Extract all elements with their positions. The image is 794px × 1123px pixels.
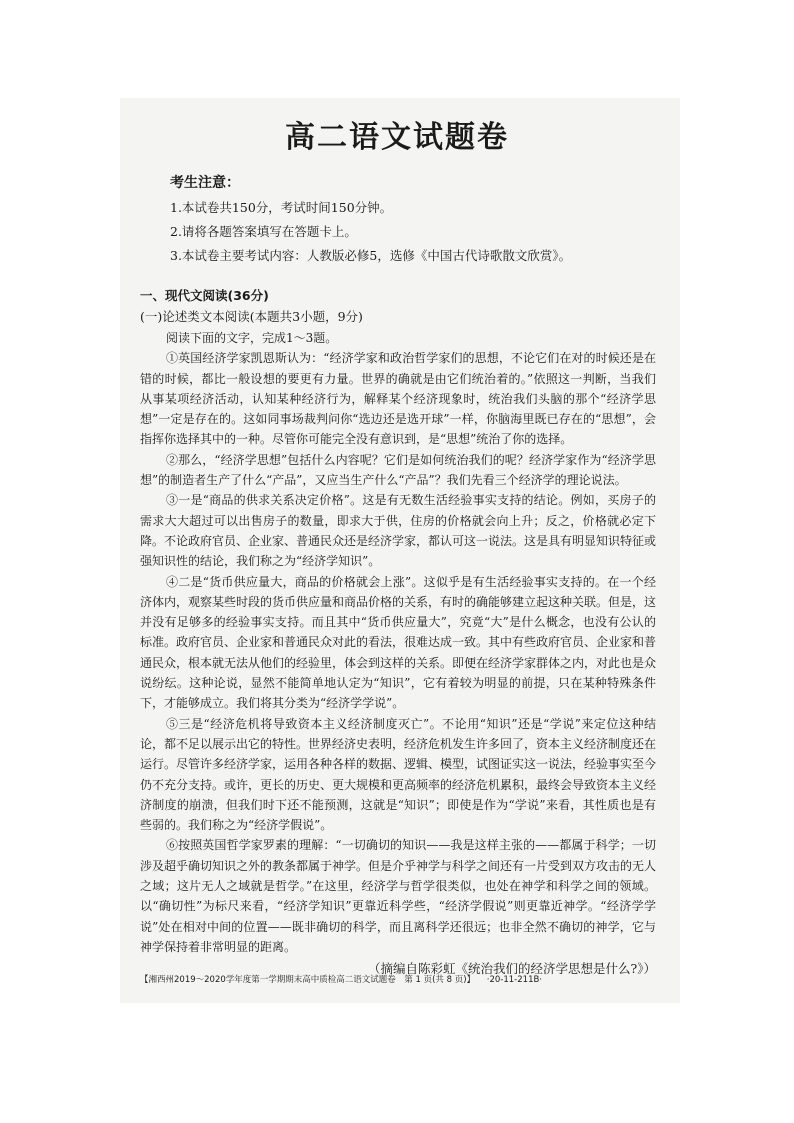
section-heading: 一、现代文阅读(36分) <box>140 288 269 303</box>
section-subheading: (一)论述类文本阅读(本题共3小题，9分) <box>140 309 363 324</box>
footer-code: ·20-11-211B· <box>486 975 543 985</box>
paragraph: ⑥按照英国哲学家罗素的理解：“一切确切的知识——我是这样主张的——都属于科学；一切涉及超乎确切知识之外的教条都属于神学。但是介乎神学与科学之间还有一片受到双方攻击的无人之域；这片无人之域就是哲学。”在这里，经济学与哲学很类似，也处在神学和科学之间的领域。以“确切性”为标尺来看，“经济学知识”更靠近科学些，“经济学假说”则更靠近神学。“经济学学说”处在相对中间的位置——既非确切的科学，而且离科学还很远；也非全然不确切的神学，它与神学保持着非常明显的距离。 <box>140 838 657 954</box>
notice-heading: 考生注意： <box>170 175 240 191</box>
notice-item: 3.本试卷主要考试内容：人教版必修5，选修《中国古代诗歌散文欣赏》。 <box>170 248 572 263</box>
paragraph: ③一是“商品的供求关系决定价格”。这是有无数生活经验事实支持的结论。例如，买房子的需求大大超过可以出售房子的数量，即求大于供，住房的价格就会向上升；反之，价格就必定下降。不论政府官员、企业家、普通民众还是经济学家，都认可这一说法。这是具有明显知识特征或强知识性的结论，我们称之为“经济学知识”。 <box>140 493 657 569</box>
notice-item: 2.请将各题答案填写在答题卡上。 <box>170 224 357 239</box>
paragraph: ④二是“货币供应量大，商品的价格就会上涨”。这似乎是有生活经验事实支持的。在一个经济体内，观察某些时段的货币供应量和商品价格的关系，有时的确能够建立起这种关联。但是，这并没有足够多的经验事实支持。而且其中“货币供应量大”，究竟“大”是什么概念，也没有公认的标准。政府官员、企业家和普通民众对此的看法，很难达成一致。其中有些政府官员、企业家和普通民众，根本就无法从他们的经验里，体会到这样的关系。即便在经济学家群体之内，对此也是众说纷纭。这种论说，显然不能简单地认定为“知识”，它有着较为明显的前提，只在某种特殊条件下，才能够成立。我们将其分类为“经济学学说”。 <box>140 574 657 711</box>
notice-item: 1.本试卷共150分，考试时间150分钟。 <box>170 200 393 215</box>
page-title: 高二语文试题卷 <box>285 120 509 155</box>
instruction-text: 阅读下面的文字，完成1～3题。 <box>166 331 338 345</box>
page-footer <box>140 973 700 985</box>
paragraph: ①英国经济学家凯恩斯认为：“经济学家和政治哲学家们的思想，不论它们在对的时候还是在错的时候，都比一般设想的要更有力量。世界的确就是由它们统治着的。”依照这一判断，当我们从事某项经济活动，认知某种经济行为，解释某个经济现象时，统治我们头脑的那个“经济学思想”一定是存在的。这如同事场裁判问你“选边还是选开球”一样，你脑海里既已存在的“思想”，会指挥你选择其中的一种。尽管你可能完全没有意识到，是“思想”统治了你的选择。 <box>140 351 656 447</box>
footer-text: 【湘西州2019～2020学年度第一学期期末高中质检高二语文试题卷 第 1 页(共 8 页)】 <box>140 975 471 985</box>
paragraph: ⑤三是“经济危机将导致资本主义经济制度灭亡”。不论用“知识”还是“学说”来定位这种结论，都不足以展示出它的特性。世界经济史表明，经济危机发生许多回了，资本主义经济制度还在运行。尽管许多经济学家，运用各种各样的数据、逻辑、模型，试图证实这一说法，经验事实至今仍不充分支持。或许，更长的历史、更大规模和更高频率的经济危机累积，最终会导致资本主义经济制度的崩溃，但我们时下还不能预测，这就是“知识”；即使是作为“学说”来看，其性质也是有些弱的。我们称之为“经济学假说”。 <box>140 716 657 833</box>
paragraph: ②那么，“经济学思想”包括什么内容呢？它们是如何统治我们的呢？经济学家作为“经济学思想”的制造者生产了什么“产品”，又应当生产什么“产品”？我们先看三个经济学的理论说法。 <box>140 452 656 488</box>
source-citation: （摘编自陈彩虹《统治我们的经济学思想是什么?》） <box>368 961 656 977</box>
reading-passage <box>140 328 656 980</box>
